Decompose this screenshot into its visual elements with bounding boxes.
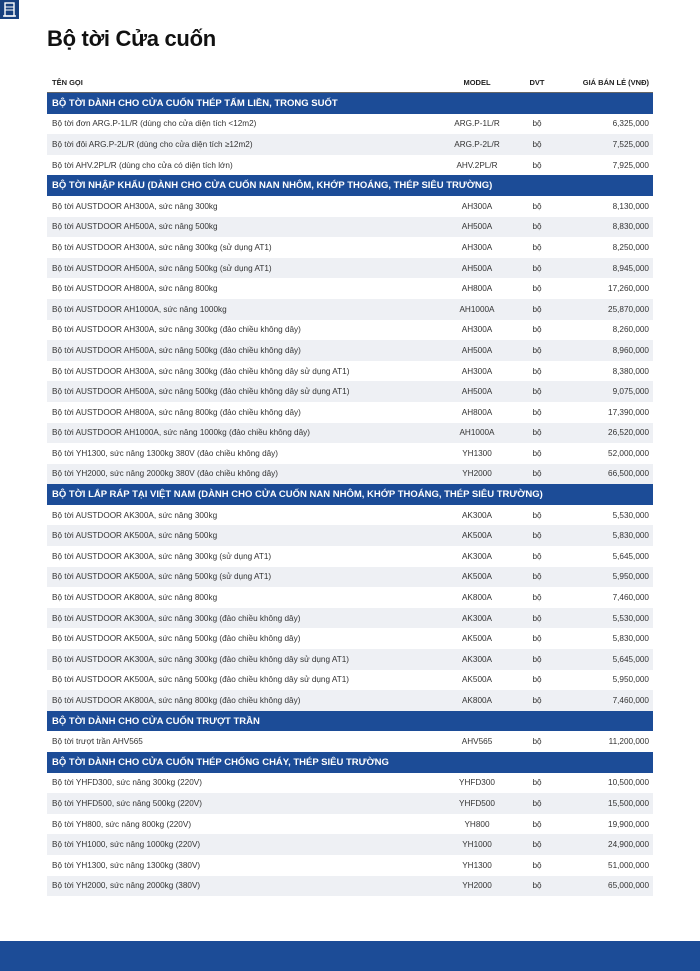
cell-name: Bộ tời YH1300, sức nâng 1300kg (380V) [52, 860, 201, 870]
door-icon [0, 0, 19, 19]
cell-name: Bộ tời AUSTDOOR AH800A, sức nâng 800kg [52, 284, 218, 294]
cell-unit: bộ [532, 798, 542, 808]
cell-name: Bộ tời đơn ARG.P-1L/R (dùng cho cửa diện tích <12m2) [52, 119, 257, 129]
cell-price: 17,260,000 [608, 284, 649, 294]
table-row [47, 381, 653, 402]
cell-unit: bộ [532, 634, 542, 644]
cell-unit: bộ [532, 407, 542, 417]
cell-model: YH2000 [462, 469, 492, 479]
cell-unit: bộ [532, 263, 542, 273]
cell-model: YH1300 [462, 860, 492, 870]
cell-name: Bộ tời AHV.2PL/R (dùng cho cửa có diện tích lớn) [52, 160, 233, 170]
cell-model: AHV565 [461, 737, 493, 747]
section-header: BỘ TỜI DÀNH CHO CỬA CUỐN TRƯỢT TRẦN [47, 711, 653, 732]
cell-model: YH1300 [462, 448, 492, 458]
cell-name: Bộ tời YH800, sức nâng 800kg (220V) [52, 819, 192, 829]
cell-name: Bộ tời AUSTDOOR AH800A, sức nâng 800kg (đảo chiều không dây) [52, 407, 301, 417]
header-unit: DVT [529, 77, 545, 87]
cell-name: Bộ tời AUSTDOOR AH500A, sức nâng 500kg (sử dụng AT1) [52, 263, 272, 273]
table-row [47, 834, 653, 855]
cell-unit: bộ [532, 242, 542, 252]
cell-model: AK300A [461, 510, 493, 520]
table-row [47, 546, 653, 567]
cell-price: 5,830,000 [612, 634, 649, 644]
cell-unit: bộ [532, 201, 542, 211]
table-row [47, 793, 653, 814]
table-row [47, 320, 653, 341]
table-row [47, 217, 653, 238]
cell-unit: bộ [532, 345, 542, 355]
cell-model: ARG.P-2L/R [454, 139, 500, 149]
cell-model: AK500A [461, 675, 493, 685]
page-title: Bộ tời Cửa cuốn [47, 26, 216, 51]
table-row [47, 464, 653, 485]
cell-name: Bộ tời AUSTDOOR AK800A, sức nâng 800kg (đảo chiều không dây) [52, 696, 301, 706]
table-row [47, 628, 653, 649]
cell-price: 52,000,000 [608, 448, 649, 458]
cell-price: 5,645,000 [612, 654, 649, 664]
cell-name: Bộ tời AUSTDOOR AH500A, sức nâng 500kg (đảo chiều không dây) [52, 345, 301, 355]
cell-name: Bộ tời AUSTDOOR AH500A, sức nâng 500kg [52, 222, 218, 232]
cell-unit: bộ [532, 448, 542, 458]
cell-name: Bộ tời AUSTDOOR AK500A, sức nâng 500kg (sử dụng AT1) [52, 572, 272, 582]
cell-price: 11,200,000 [608, 737, 649, 747]
cell-model: AH300A [461, 201, 493, 211]
cell-name: Bộ tời AUSTDOOR AK300A, sức nâng 300kg (đảo chiều không dây) [52, 613, 301, 623]
cell-model: AH300A [461, 242, 493, 252]
cell-model: YH800 [464, 819, 490, 829]
cell-name: Bộ tời AUSTDOOR AH500A, sức nâng 500kg (đảo chiều không dây sử dụng AT1) [52, 387, 350, 397]
table-row [47, 525, 653, 546]
table-row [47, 505, 653, 526]
cell-price: 5,530,000 [612, 510, 649, 520]
cell-model: YHFD500 [459, 798, 495, 808]
cell-name: Bộ tời AUSTDOOR AK300A, sức nâng 300kg [52, 510, 218, 520]
cell-model: AK500A [461, 531, 493, 541]
cell-model: AK300A [461, 551, 493, 561]
cell-price: 9,075,000 [612, 387, 649, 397]
table-row [47, 258, 653, 279]
cell-price: 7,460,000 [612, 696, 649, 706]
cell-unit: bộ [532, 139, 542, 149]
cell-price: 10,500,000 [608, 778, 649, 788]
cell-unit: bộ [532, 572, 542, 582]
cell-model: AK300A [461, 654, 493, 664]
cell-price: 25,870,000 [608, 304, 649, 314]
cell-price: 8,250,000 [612, 242, 649, 252]
cell-unit: bộ [532, 304, 542, 314]
section-header: BỘ TỜI LẮP RÁP TẠI VIỆT NAM (DÀNH CHO CỬA CUỐN NAN NHÔM, KHỚP THOÁNG, THÉP SIÊU TRƯỜNG) [47, 484, 653, 505]
cell-name: Bộ tời AUSTDOOR AH300A, sức nâng 300kg [52, 201, 218, 211]
cell-unit: bộ [532, 737, 542, 747]
cell-model: ARG.P-1L/R [454, 119, 500, 129]
cell-model: AH300A [461, 325, 493, 335]
cell-unit: bộ [532, 819, 542, 829]
cell-name: Bộ tời AUSTDOOR AK500A, sức nâng 500kg [52, 531, 218, 541]
cell-unit: bộ [532, 428, 542, 438]
table-row [47, 361, 653, 382]
table-row [47, 649, 653, 670]
cell-unit: bộ [532, 696, 542, 706]
table-row [47, 114, 653, 135]
cell-price: 7,525,000 [612, 139, 649, 149]
cell-name: Bộ tời YHFD500, sức nâng 500kg (220V) [52, 798, 202, 808]
cell-name: Bộ tời YH1300, sức nâng 1300kg 380V (đảo chiều không dây) [52, 448, 278, 458]
table-row [47, 196, 653, 217]
table-row [47, 299, 653, 320]
cell-price: 17,390,000 [608, 407, 649, 417]
cell-name: Bộ tời AUSTDOOR AK500A, sức nâng 500kg (đảo chiều không dây sử dụng AT1) [52, 675, 349, 685]
cell-model: AH500A [461, 387, 493, 397]
cell-name: Bộ tời AUSTDOOR AH1000A, sức nâng 1000kg [52, 304, 227, 314]
cell-price: 8,960,000 [612, 345, 649, 355]
header-name: TÊN GỌI [52, 77, 83, 87]
table-header [47, 72, 653, 93]
cell-name: Bộ tời AUSTDOOR AH300A, sức nâng 300kg (đảo chiều không dây sử dụng AT1) [52, 366, 350, 376]
cell-price: 65,000,000 [608, 881, 649, 891]
cell-price: 8,945,000 [612, 263, 649, 273]
table-row [47, 587, 653, 608]
cell-name: Bộ tời trượt trần AHV565 [52, 737, 143, 747]
cell-unit: bộ [532, 593, 542, 603]
header-price: GIÁ BÁN LẺ (VNĐ) [582, 77, 649, 87]
table-row [47, 608, 653, 629]
table-row [47, 443, 653, 464]
cell-unit: bộ [532, 654, 542, 664]
cell-name: Bộ tời YH1000, sức nâng 1000kg (220V) [52, 840, 201, 850]
cell-unit: bộ [532, 551, 542, 561]
cell-unit: bộ [532, 284, 542, 294]
cell-price: 6,325,000 [612, 119, 649, 129]
cell-model: AK500A [461, 572, 493, 582]
cell-price: 8,260,000 [612, 325, 649, 335]
cell-unit: bộ [532, 222, 542, 232]
cell-unit: bộ [532, 160, 542, 170]
table-row [47, 567, 653, 588]
header-model: MODEL [463, 77, 491, 87]
cell-unit: bộ [532, 675, 542, 685]
table-row [47, 134, 653, 155]
cell-name: Bộ tời YHFD300, sức nâng 300kg (220V) [52, 778, 202, 788]
cell-price: 5,830,000 [612, 531, 649, 541]
cell-name: Bộ tời AUSTDOOR AH1000A, sức nâng 1000kg (đảo chiều không dây) [52, 428, 310, 438]
cell-model: AH1000A [459, 304, 495, 314]
cell-model: AH800A [461, 407, 493, 417]
section-header: BỘ TỜI NHẬP KHẨU (DÀNH CHO CỬA CUỐN NAN NHÔM, KHỚP THOÁNG, THÉP SIÊU TRƯỜNG) [47, 175, 653, 196]
cell-price: 8,830,000 [612, 222, 649, 232]
cell-unit: bộ [532, 613, 542, 623]
cell-unit: bộ [532, 119, 542, 129]
cell-model: AK500A [461, 634, 493, 644]
table-row [47, 278, 653, 299]
cell-model: AK300A [461, 613, 493, 623]
cell-name: Bộ tời YH2000, sức nâng 2000kg (380V) [52, 881, 201, 891]
price-table [47, 72, 653, 896]
table-row [47, 402, 653, 423]
cell-unit: bộ [532, 860, 542, 870]
cell-unit: bộ [532, 840, 542, 850]
section-header: BỘ TỜI DÀNH CHO CỬA CUỐN THÉP CHỐNG CHÁY, THÉP SIÊU TRƯỜNG [47, 752, 653, 773]
cell-name: Bộ tời AUSTDOOR AH300A, sức nâng 300kg (đảo chiều không dây) [52, 325, 301, 335]
table-row [47, 237, 653, 258]
table-row [47, 855, 653, 876]
cell-price: 8,380,000 [612, 366, 649, 376]
cell-unit: bộ [532, 469, 542, 479]
table-row [47, 340, 653, 361]
table-row [47, 814, 653, 835]
cell-model: YHFD300 [459, 778, 495, 788]
cell-model: AK800A [461, 696, 493, 706]
cell-price: 7,460,000 [612, 593, 649, 603]
cell-model: YH2000 [462, 881, 492, 891]
cell-name: Bộ tời YH2000, sức nâng 2000kg 380V (đảo chiều không dây) [52, 469, 278, 479]
cell-unit: bộ [532, 325, 542, 335]
cell-unit: bộ [532, 387, 542, 397]
cell-name: Bộ tời AUSTDOOR AK800A, sức nâng 800kg [52, 593, 218, 603]
table-row [47, 423, 653, 444]
cell-name: Bộ tời AUSTDOOR AK300A, sức nâng 300kg (đảo chiều không dây sử dụng AT1) [52, 654, 349, 664]
cell-model: AH800A [461, 284, 493, 294]
table-row [47, 155, 653, 176]
footer-bar [0, 941, 700, 971]
cell-price: 8,130,000 [612, 201, 649, 211]
cell-model: YH1000 [462, 840, 492, 850]
cell-unit: bộ [532, 531, 542, 541]
cell-price: 51,000,000 [608, 860, 649, 870]
section-header: BỘ TỜI DÀNH CHO CỬA CUỐN THÉP TẤM LIỀN, TRONG SUỐT [47, 93, 653, 114]
cell-price: 26,520,000 [608, 428, 649, 438]
cell-model: AH1000A [459, 428, 495, 438]
cell-unit: bộ [532, 510, 542, 520]
cell-model: AH500A [461, 345, 493, 355]
cell-model: AK800A [461, 593, 493, 603]
cell-name: Bộ tời đôi ARG.P-2L/R (dùng cho cửa diện tích ≥12m2) [52, 139, 253, 149]
table-row [47, 876, 653, 897]
cell-name: Bộ tời AUSTDOOR AH300A, sức nâng 300kg (sử dụng AT1) [52, 242, 272, 252]
table-row [47, 773, 653, 794]
cell-price: 7,925,000 [612, 160, 649, 170]
cell-model: AHV.2PL/R [456, 160, 498, 170]
cell-name: Bộ tời AUSTDOOR AK500A, sức nâng 500kg (đảo chiều không dây) [52, 634, 301, 644]
table-row [47, 670, 653, 691]
cell-name: Bộ tời AUSTDOOR AK300A, sức nâng 300kg (sử dụng AT1) [52, 551, 272, 561]
cell-model: AH300A [461, 366, 493, 376]
cell-price: 5,645,000 [612, 551, 649, 561]
cell-unit: bộ [532, 366, 542, 376]
cell-price: 24,900,000 [608, 840, 649, 850]
cell-model: AH500A [461, 222, 493, 232]
cell-price: 66,500,000 [608, 469, 649, 479]
cell-price: 5,950,000 [612, 675, 649, 685]
cell-unit: bộ [532, 778, 542, 788]
cell-model: AH500A [461, 263, 493, 273]
cell-price: 19,900,000 [608, 819, 649, 829]
cell-price: 15,500,000 [608, 798, 649, 808]
table-row [47, 731, 653, 752]
cell-unit: bộ [532, 881, 542, 891]
table-row [47, 690, 653, 711]
cell-price: 5,530,000 [612, 613, 649, 623]
cell-price: 5,950,000 [612, 572, 649, 582]
